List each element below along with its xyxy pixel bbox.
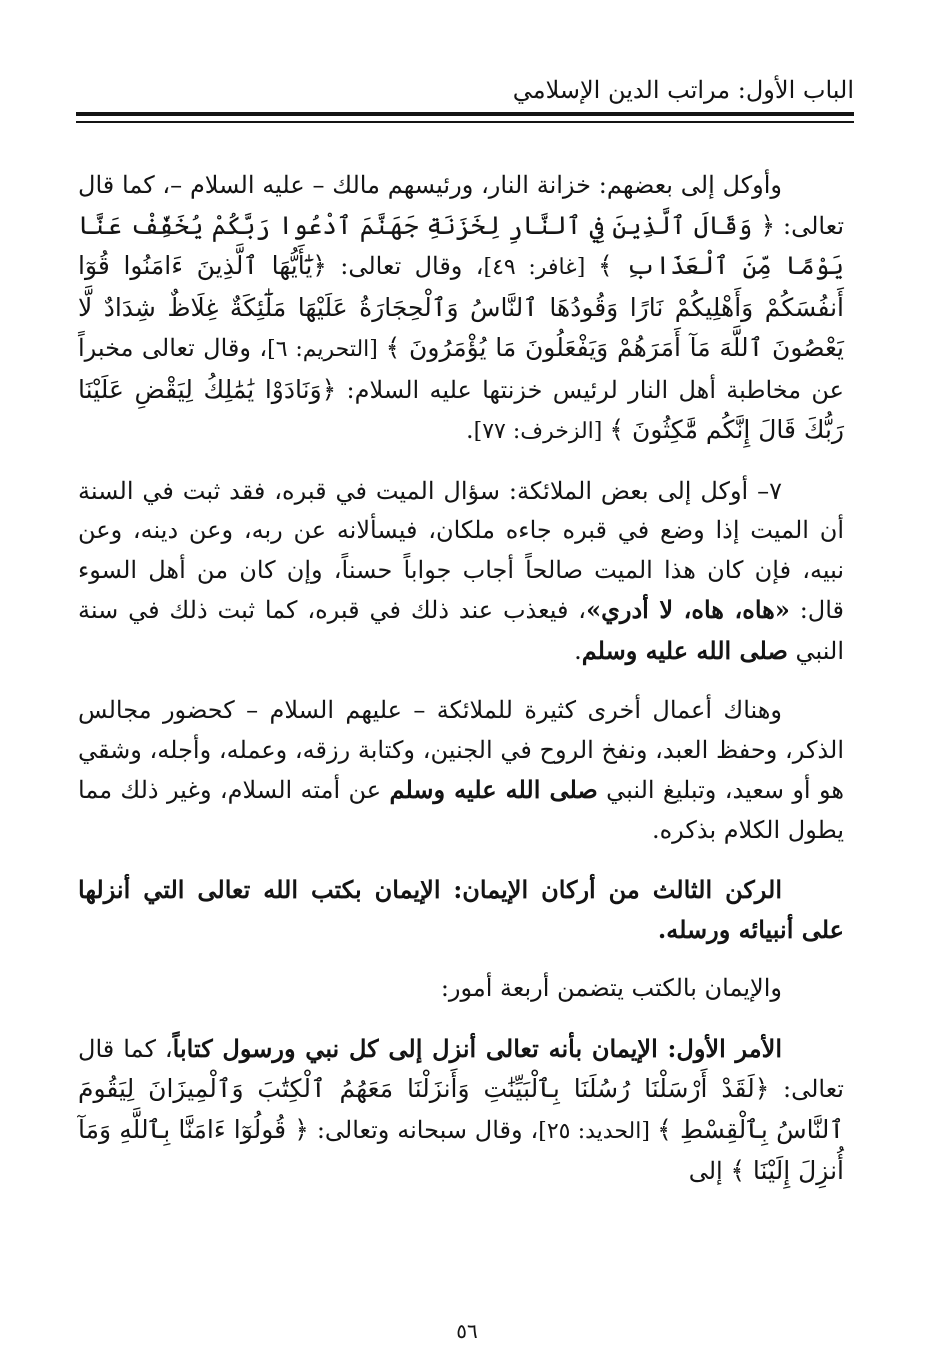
salutation: صلى الله عليه وسلم — [389, 775, 598, 804]
paragraph-text: ، وقال سبحانه وتعالى: — [308, 1115, 539, 1144]
paragraph-text: إلى — [688, 1157, 731, 1185]
running-header: الباب الأول: مراتب الدين الإسلامي — [512, 76, 854, 104]
verse-reference: [التحريم: ٦] — [267, 337, 386, 362]
paragraph-text: وهناك أعمال أخرى كثيرة للملائكة – عليهم السلام – كحضور مجالس الذكر، وحفظ العبد، ونفخ الروح في الجنين، وكتابة رزقه، وعمله، وأجله، وشقي هو أو سعيد، وتبليغ النبي — [78, 696, 844, 804]
page-body — [78, 166, 844, 1212]
quran-verse: ﴿ وَقَالَ ٱلَّذِينَ فِي ٱلنَّارِ لِخَزَنَةِ جَهَنَّمَ ٱدْعُوا رَبَّكُمْ يُخَفِّفْ عَنَّا يَوْمًا مِّنَ ٱلْعَذَابِ ﴾ — [78, 210, 844, 280]
quran-verse: ﴿ قُولُوٓا ءَامَنَّا بِٱللَّهِ وَمَآ أُنزِلَ إِلَيْنَا ﴾ — [78, 1114, 844, 1185]
paragraph-text: ، كما قال تعالى: — [78, 1034, 844, 1103]
paragraph-text: وأوكل إلى بعضهم: خزانة النار، ورئيسهم مالك – عليه السلام –، كما قال تعالى: — [78, 171, 845, 240]
paragraph-text: ، وقال تعالى: — [326, 252, 484, 280]
paragraph-text: ، فيعذب عند ذلك في قبره، كما ثبت ذلك في سنة النبي — [78, 596, 844, 665]
paragraph-hell-keepers — [78, 166, 844, 452]
paragraph-grave-questioning — [78, 472, 844, 672]
quran-verse: ﴿لَقَدْ أَرْسَلْنَا رُسُلَنَا بِٱلْبَيِّنَٰتِ وَأَنزَلْنَا مَعَهُمُ ٱلْكِتَٰبَ وَٱلْمِيزَانَ لِيَقُومَ ٱلنَّاسُ بِٱلْقِسْطِ ﴾ — [78, 1074, 845, 1144]
paragraph-text: ، وقال تعالى مخبراً عن مخاطبة أهل النار لرئيس خزنتها عليه السلام: — [78, 334, 844, 404]
verse-reference: [غافر: ٤٩] — [483, 255, 598, 280]
header-rule-thick — [76, 112, 854, 116]
paragraph-other-angel-works — [78, 691, 844, 850]
paragraph-four-matters: والإيمان بالكتب يتضمن أربعة أمور: — [440, 974, 782, 1002]
paragraph-text: . — [574, 636, 582, 665]
salutation: صلى الله عليه وسلم — [581, 635, 788, 665]
paragraph-first-matter — [78, 1029, 844, 1192]
header-rule-thin — [76, 121, 854, 123]
hadith-quote: «هاه، هاه، لا أدري» — [586, 595, 790, 624]
subsection-heading: الأمر الأول: الإيمان بأنه تعالى أنزل إلى كل نبي ورسول كتاباً — [172, 1033, 782, 1063]
paragraph-text: عن أمته السلام، وغير ذلك مما يطول الكلام بذكره. — [78, 776, 844, 844]
quran-verse: ﴿يَٰٓأَيُّهَا ٱلَّذِينَ ءَامَنُوا قُوٓا أَنفُسَكُمْ وَأَهْلِيكُمْ نَارًا وَقُودُهَا ٱلنَّاسُ وَٱلْحِجَارَةُ عَلَيْهَا مَلَٰٓئِكَةٌ غِلَاظٌ شِدَادٌ لَّا يَعْصُونَ ٱللَّهَ مَآ أَمَرَهُمْ وَيَفْعَلُونَ مَا يُؤْمَرُونَ ﴾ — [78, 251, 844, 362]
verse-reference: [الحديد: ٢٥] — [538, 1118, 658, 1144]
page-number: ٥٦ — [456, 1319, 478, 1343]
section-heading-third-pillar: الركن الثالث من أركان الإيمان: الإيمان بكتب الله تعالى التي أنزلها على أنبيائه ورسله. — [78, 875, 844, 944]
paragraph-text: . — [466, 416, 474, 444]
quran-verse: ﴿وَنَادَوْا يَٰمَٰلِكُ لِيَقْضِ عَلَيْنَا رَبُّكَ قَالَ إِنَّكُم مَّٰكِثُونَ ﴾ — [78, 374, 844, 444]
verse-reference: [الزخرف: ٧٧] — [473, 419, 610, 444]
paragraph-text: ٧– أوكل إلى بعض الملائكة: سؤال الميت في قبره، فقد ثبت في السنة أن الميت إذا وضع في قبره جاءه ملكان، فيسألانه عن ربه، وعن دينه، وعن نبيه، فإن كان هذا الميت صالحاً أجاب جواباً حسناً، وإن كان من أهل السوء قال: — [78, 476, 845, 624]
